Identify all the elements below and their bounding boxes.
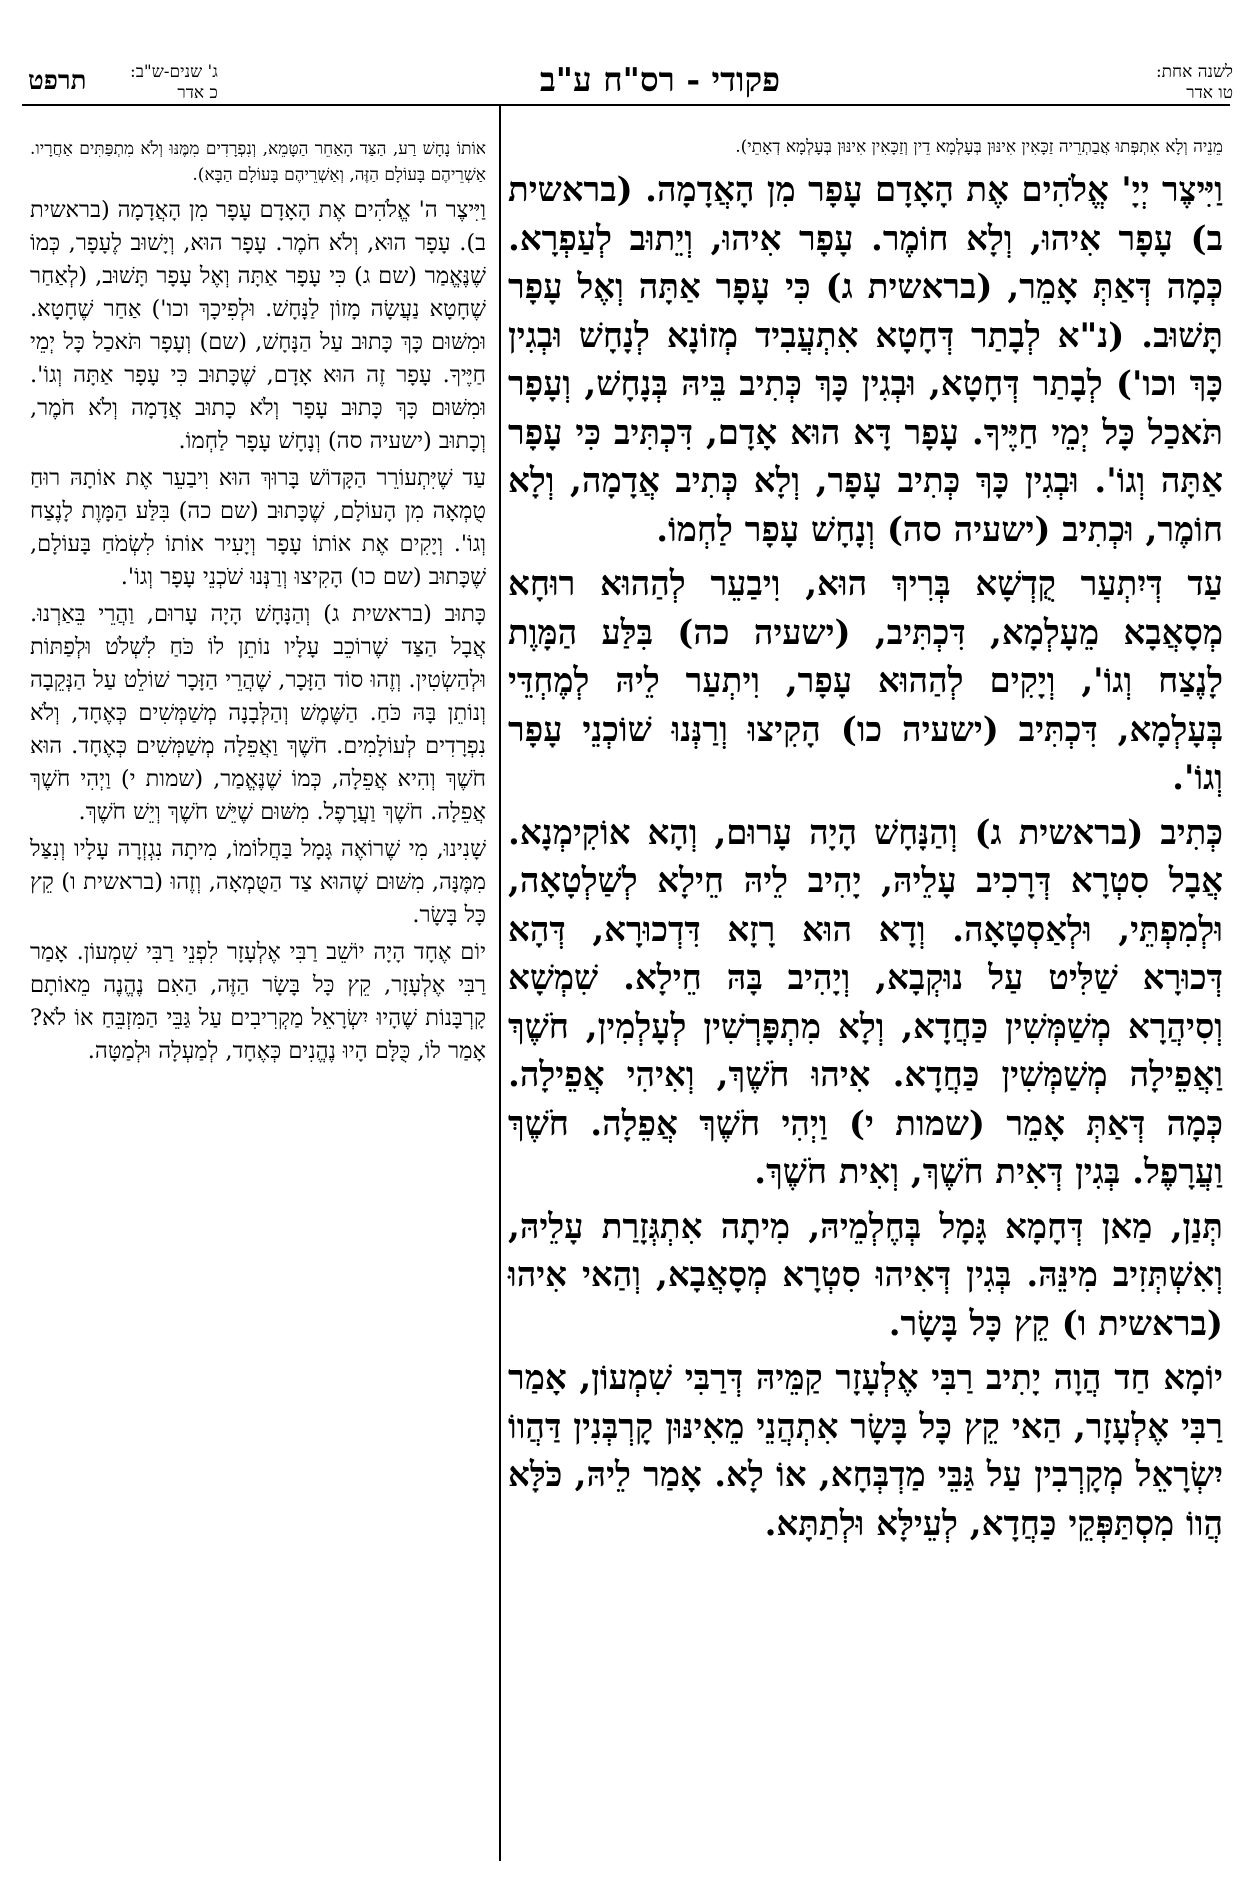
- header-left-block: [130, 62, 218, 104]
- main-paragraph: כְּתִיב (בראשית ג) וְהַנָּחָשׁ הָיָה עָרוּם, וְהָא אוֹקִימְנָא. אֲבָל סִטְרָא דְּרָכִיב עָלֵיהּ, יָהִיב לֵיהּ חֵילָא לְשַׁלְטָאָה, וּלְמִפְתֵּי, וּלְאַסְטָאָה. וְדָא הוּא רָזָא דִּדְכוּרָא, דְּהָא דְּכוּרָא שַׁלִּיט עַל נוּקְבָא, וְיָהִיב בָּהּ חֵילָא. שִׁמְשָׁא וְסִיהֲרָא מְשַׁמְּשִׁין כַּחֲדָא, וְלָא מִתְפָּרְשִׁין לְעָלְמִין, חֹשֶׁךְ וַאֲפֵילָה מְשַׁמְּשִׁין כַּחֲדָא. אִיהוּ חֹשֶׁךְ, וְאִיהִי אֲפֵילָה. כְּמָה דְּאַתְּ אָמֵר (שמות י) וַיְהִי חֹשֶׁךְ אֲפֵלָה. חֹשֶׁךְ וַעֲרָפֶל. בְּגִין דְּאִית חֹשֶׁךְ, וְאִית חֹשֶׁךְ.: [508, 812, 1223, 1192]
- main-paragraph: תְּנַן, מַאן דְּחָמָא גָּמָל בְּחֶלְמֵיהּ, מִיתָה אִתְגְּזָרַת עָלֵיהּ, וְאִשְׁתְּזִיב מִינֵּהּ. בְּגִין דְּאִיהוּ סִטְרָא מְסָאֲבָא, וְהַאי אִיהוּ (בראשית ו) קֵץ כָּל בָּשָׂר.: [508, 1206, 1223, 1344]
- side-paragraph: וַיִּיצֶר ה' אֱלֹהִים אֶת הָאָדָם עָפָר מִן הָאֲדָמָה (בראשית ב). עָפָר הוּא, וְלֹא חֹמֶר. עָפָר הוּא, וְיָשׁוּב לֶעָפָר, כְּמוֹ שֶׁנֶּאֱמַר (שם ג) כִּי עָפָר אַתָּה וְאֶל עָפָר תָּשׁוּב, (לְאַחַר שֶׁחָטָא נַעֲשָׂה מָזוֹן לַנָּחָשׁ. וּלְפִיכָךְ וכו') אַחַר שֶׁחָטָא. וּמִשּׁוּם כָּךְ כָּתוּב עַל הַנָּחָשׁ, (שם) וְעָפָר תֹּאכַל כָּל יְמֵי חַיֶּיךָ. עָפָר זֶה הוּא אָדָם, שֶׁכָּתוּב כִּי עָפָר אַתָּה וְגוֹ'. וּמִשּׁוּם כָּךְ כָּתוּב עָפָר וְלֹא כָתוּב אֲדָמָה וְלֹא חֹמֶר, וְכָתוּב (ישעיה סה) וְנָחָשׁ עָפָר לַחְמוֹ.: [30, 197, 486, 454]
- header-right-block: [1156, 62, 1233, 104]
- page-header: [0, 0, 1253, 110]
- header-right-line1: לשנה אחת:: [1155, 62, 1233, 82]
- header-right-line2: טו אדר: [1186, 83, 1233, 103]
- header-left-line1: ג' שנים-ש"ב:: [130, 62, 218, 82]
- header-divider: [22, 104, 1230, 106]
- page-number: תרפט: [28, 66, 87, 96]
- translation-column: [30, 136, 486, 1072]
- column-divider: [499, 106, 501, 1861]
- main-paragraph: עַד דְּיִתְעַר קֻדְשָׁא בְּרִיךְ הוּא, וִיבַעֵר לְהַהוּא רוּחָא מְסָאֲבָא מֵעָלְמָא, דִּכְתִּיב, (ישעיה כה) בִּלַּע הַמָּוֶת לָנֶצַח וְגוֹ', וְיָקִים לְהַהוּא עָפָר, וִיתְעַר לֵיהּ לְמֶחְדֵּי בְּעָלְמָא, דִּכְתִּיב (ישעיה כו) הָקִיצוּ וְרַנְּנוּ שׁוֹכְנֵי עָפָר וְגוֹ'.: [508, 564, 1223, 798]
- side-paragraph: שָׁנִינוּ, מִי שֶׁרוֹאֶה גָּמָל בַּחֲלוֹמוֹ, מִיתָה נִגְזְרָה עָלָיו וְנִצַּל מִמֶּנָּה, מִשּׁוּם שֶׁהוּא צַד הַטֻּמְאָה, וְזֶהוּ (בראשית ו) קֵץ כָּל בָּשָׂר.: [30, 836, 486, 928]
- header-left-line2: כ אדר: [177, 83, 218, 103]
- main-paragraph: וַיִּיצֶר יְיָ' אֱלֹהִים אֶת הָאָדָם עָפָר מִן הָאֲדָמָה. (בראשית ב) עָפָר אִיהוּ, וְלָא חוֹמֶר. עָפָר אִיהוּ, וְיֵתוּב לְעַפְרָא. כְּמָה דְּאַתְּ אָמֵר, (בראשית ג) כִּי עָפָר אַתָּה וְאֶל עָפָר תָּשׁוּב. (נ"א לְבָתַר דְּחָטָא אִתְעֲבִיד מְזוֹנָא לְנָחָשׁ וּבְגִין כָּךְ וכו') לְבָתַר דְּחָטָא, וּבְגִין כָּךְ כְּתִיב בֵּיהּ בְּנָחָשׁ, וְעָפָר תֹּאכַל כָּל יְמֵי חַיֶּיךָ. עָפָר דָּא הוּא אָדָם, דִּכְתִּיב כִּי עָפָר אַתָּה וְגוֹ'. וּבְגִין כָּךְ כְּתִיב עָפָר, וְלָא כְּתִיב אֲדָמָה, וְלָא חוֹמֶר, וּכְתִיב (ישעיה סה) וְנָחָשׁ עָפָר לַחְמוֹ.: [508, 170, 1223, 550]
- page-title: פקודי - רס"ח ע"ב: [539, 60, 781, 99]
- main-column: [508, 136, 1223, 1554]
- side-paragraph: יוֹם אֶחָד הָיָה יוֹשֵׁב רַבִּי אֶלְעָזָר לִפְנֵי רַבִּי שִׁמְעוֹן. אָמַר רַבִּי אֶלְעָזָר, קֵץ כָּל בָּשָׂר הַזֶּה, הַאִם נֶהֱנֶה מֵאוֹתָם קָרְבָּנוֹת שֶׁהָיוּ יִשְׂרָאֵל מַקְרִיבִים עַל גַּבֵּי הַמִּזְבֵּחַ אוֹ לֹא? אָמַר לוֹ, כֻּלָּם הָיוּ נֶהֱנִים כְּאֶחָד, לְמַעְלָה וּלְמַטָּה.: [30, 939, 486, 1064]
- side-paragraph: עַד שֶׁיִּתְעוֹרֵר הַקָּדוֹשׁ בָּרוּךְ הוּא וִיבַעֵר אֶת אוֹתָהּ רוּחַ טֻמְאָה מִן הָעוֹלָם, שֶׁכָּתוּב (שם כה) בִּלַּע הַמָּוֶת לָנֶצַח וְגוֹ'. וְיָקִים אֶת אוֹתוֹ עָפָר וְיָעִיר אוֹתוֹ לִשְׂמֹחַ בָּעוֹלָם, שֶׁכָּתוּב (שם כו) הָקִיצוּ וְרַנְּנוּ שֹׁכְנֵי עָפָר וְגוֹ'.: [30, 465, 486, 590]
- side-top-note: אוֹתוֹ נָחָשׁ רַע, הַצַּד הָאַחֵר הַטָּמֵא, וְנִפְרָדִים מִמֶּנּוּ וְלֹא מִתְפַּתִּים אַחֲרָיו. אַשְׁרֵיהֶם בָּעוֹלָם הַזֶּה, וְאַשְׁרֵיהֶם בָּעוֹלָם הַבָּא).: [30, 139, 486, 185]
- main-top-note: מֵנֵיה וְלָא אִתְפְּתוּ אֲבַתְרֵיה זַכָּאִין אִינּוּן בְּעָלְמָא דֵין וְזַכָּאִין אִינּוּן בְּעָלְמָא דְאָתֵי).: [735, 137, 1223, 157]
- side-paragraph: כָּתוּב (בראשית ג) וְהַנָּחָשׁ הָיָה עָרוּם, וַהֲרֵי בֵּאַרְנוּ. אֲבָל הַצַּד שֶׁרוֹכֵב עָלָיו נוֹתֵן לוֹ כֹּחַ לִשְׁלֹט וּלְפַתּוֹת וּלְהַשְׂטִין. וְזֶהוּ סוֹד הַזָּכָר, שֶׁהֲרֵי הַזָּכָר שׁוֹלֵט עַל הַנְּקֵבָה וְנוֹתֵן בָּהּ כֹּחַ. הַשֶּׁמֶשׁ וְהַלְּבָנָה מְשַׁמְּשִׁים כְּאֶחָד, וְלֹא נִפְרָדִים לְעוֹלָמִים. חֹשֶׁךְ וַאֲפֵלָה מְשַׁמְּשִׁים כְּאֶחָד. הוּא חֹשֶׁךְ וְהִיא אֲפֵלָה, כְּמוֹ שֶׁנֶּאֱמַר, (שמות י) וַיְהִי חֹשֶׁךְ אֲפֵלָה. חֹשֶׁךְ וַעֲרָפֶל. מִשּׁוּם שֶׁיֵּשׁ חֹשֶׁךְ וְיֵשׁ חֹשֶׁךְ.: [30, 601, 486, 825]
- main-paragraph: יוֹמָא חַד הֲוָה יָתִיב רַבִּי אֶלְעָזָר קַמֵּיהּ דְּרַבִּי שִׁמְעוֹן, אָמַר רַבִּי אֶלְעָזָר, הַאי קֵץ כָּל בָּשָׂר אִתְהֲנֵי מֵאִינּוּן קָרְבְּנִין דַּהֲווֹ יִשְׂרָאֵל מְקָרְבִין עַל גַּבֵּי מַדְבְּחָא, אוֹ לָא. אָמַר לֵיהּ, כֹּלָּא הֲווֹ מִסְתַּפְּקֵי כַּחֲדָא, לְעֵילָּא וּלְתַתָּא.: [508, 1358, 1223, 1544]
